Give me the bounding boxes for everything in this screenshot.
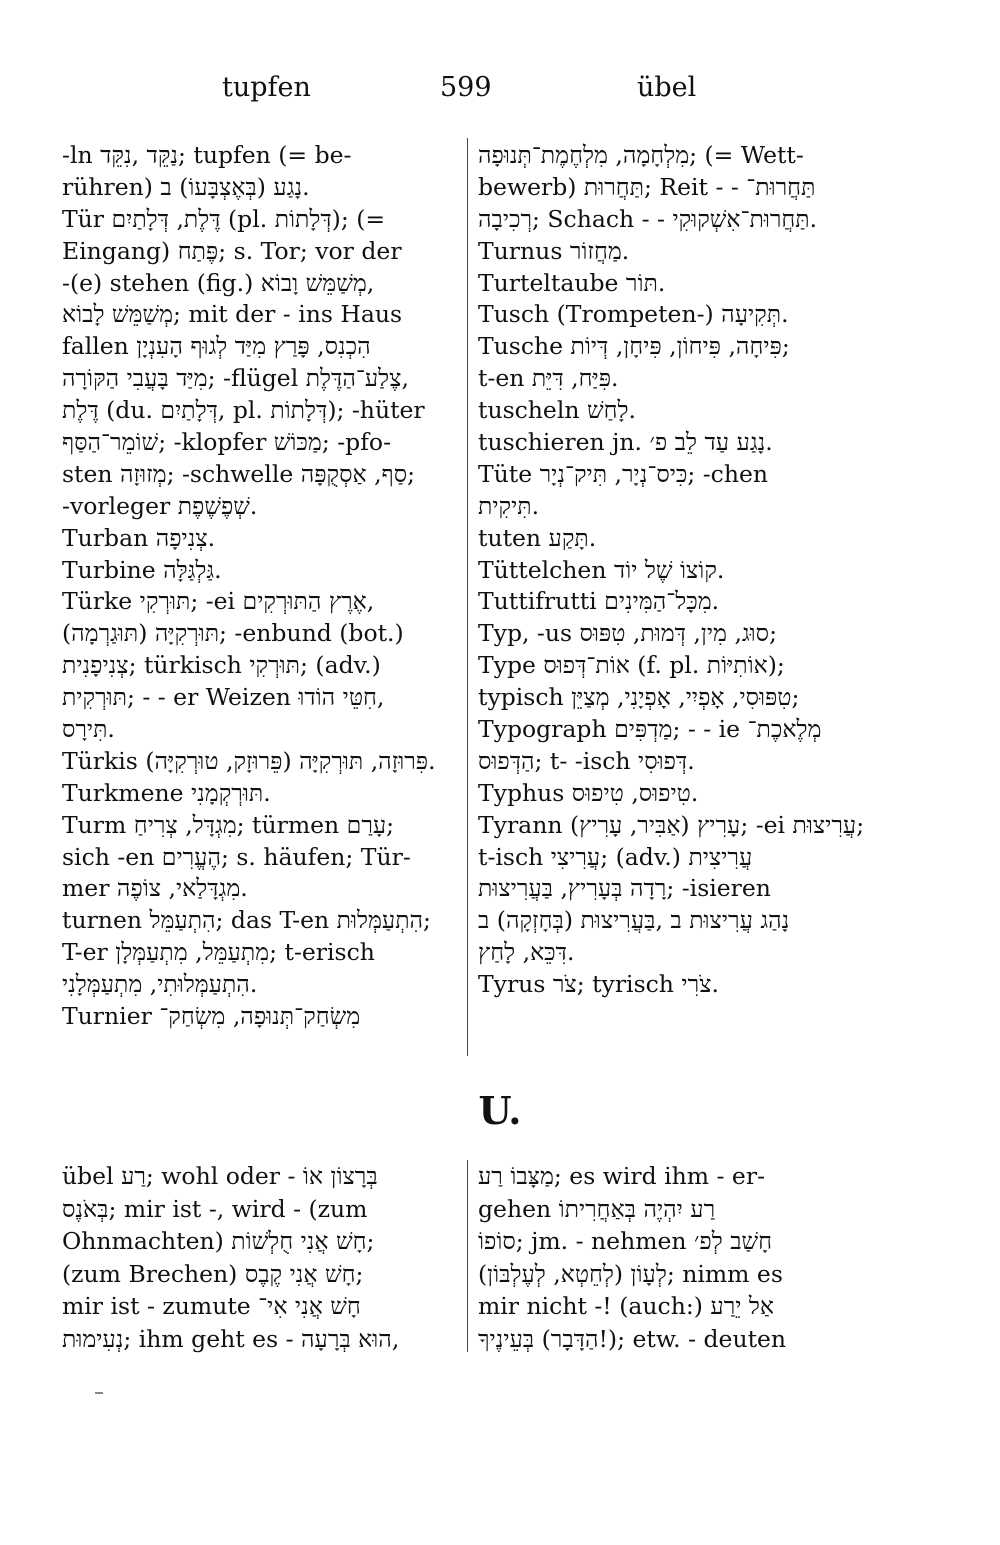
dictionary-line: tuscheln לָחַשׁ. xyxy=(478,396,636,425)
dictionary-line: Turnier מִשְׂחַק־תְּנוּפָה, מִשְׂחַק־ xyxy=(62,1002,361,1031)
dictionary-line: Türke תּוּרְקִי; -ei אֶרֶץ הַתּוּרְקִים, xyxy=(62,587,375,616)
dictionary-line: sich -en הֶעֱרִים; s. häufen; Tür- xyxy=(62,842,411,871)
section-letter: U. xyxy=(478,1088,522,1133)
dictionary-line: übel רַע; wohl oder - בְּרָצוֹן אוֹ xyxy=(62,1162,378,1190)
dictionary-line: סוֹפוֹ; jm. - nehmen חָשַׁב לְפ׳ xyxy=(478,1227,773,1256)
dictionary-line: רָדָה בְּעָרִיץ, בַּעֲרִיצוּת; -isieren xyxy=(478,874,771,903)
dictionary-line: turnen הִתְעַמֵּל; das T-en הִתְעַמְּלוּת; xyxy=(62,906,431,935)
dictionary-line: -(e) stehen (fig.) מְשַׁמֵּשׁ וָבוֹא, xyxy=(62,268,375,297)
dictionary-line: gehen רַע יִהְיֶה בְּאַחֲרִיתוֹ xyxy=(478,1194,716,1223)
dictionary-line: Tyrann עָרִיץ (אַבִּיר, עָרִיץ); -ei עֲרִיצוּת; xyxy=(478,810,865,839)
dictionary-line: Turban צְנִיפָה. xyxy=(62,523,216,552)
dictionary-line: Typhus טִיפוּס, טִיפוּס. xyxy=(478,778,699,807)
dictionary-line: צְנִיפָנִית; türkisch תּוּרְקִי; (adv.) xyxy=(62,651,381,680)
dictionary-line: Typ, -us סוּג, מִין, דְּמוּת, טִפּוּס; xyxy=(478,619,777,648)
header-right-guideword: übel xyxy=(637,72,697,103)
dictionary-line: mir nicht -! (auch:) אַל יֵרַע xyxy=(478,1292,774,1321)
lower-left-column xyxy=(62,1160,467,1356)
dictionary-line: fallen הִכְנִס, פָּרַץ מִיַּד לְגוּף הָעִנְיָן xyxy=(62,332,371,361)
dictionary-line: Tusche פִּיחָה, פִּיחוֹן, פִּיחָן, דְּיוֹת; xyxy=(478,332,790,361)
dictionary-line: תּוּרְקִיָּה (תּוּגַרְמָה); -enbund (bot.) xyxy=(62,619,404,648)
dictionary-line: -vorleger שְׁפֶשֶׁפֶת. xyxy=(62,491,258,520)
dictionary-line: מְשַׁמֵּשׁ לָבוֹא; mit der - ins Haus xyxy=(62,300,403,329)
lower-right-column xyxy=(478,1160,883,1356)
column-divider-upper xyxy=(467,138,468,1056)
dictionary-line: הַדְּפוּס; t- -isch דְּפוּסִי. xyxy=(478,746,695,775)
dictionary-line: Türkis פִּרוּזָה, תּוּרְקִיָּה (פֵּרוּזָק, טוּרְקִיָּה). xyxy=(62,746,436,775)
dictionary-line: רְכִיבָה; Schach - - תַּחֲרוּת־אִשְׁקוּקִי. xyxy=(478,204,818,233)
dictionary-line: Tusch (Trompeten-) תְּקִיעָה. xyxy=(478,300,789,329)
dictionary-line: (zum Brechen) חָשׁ אֲנִי קֶבֶס; xyxy=(62,1259,364,1288)
dictionary-line: תִּיקִית. xyxy=(478,491,540,520)
dictionary-line: tuschieren jn. נָגַע עַד לֵב פ׳. xyxy=(478,428,773,457)
dictionary-line: sten מְזוּזָה; -schwelle סַף, אַסְקֻפָּה; xyxy=(62,459,415,488)
dictionary-line: Turbine גַּלְגַּלָּה. xyxy=(62,555,222,584)
margin-mark xyxy=(95,1392,103,1394)
dictionary-line: נָהַג עֲרִיצוּת ב ,בַּעֲרִיצוּת (בְּחָזְקָה) ב xyxy=(478,906,790,935)
dictionary-line: דִּכֵּא, לָחַץ. xyxy=(478,938,575,967)
dictionary-line: Turm מִגְדָּל, צְרִיחַ; türmen עָרַם; xyxy=(62,810,395,839)
dictionary-line: rühren) נָגַע (בְּאֶצְבָּעוֹ) ב. xyxy=(62,172,310,201)
dictionary-line: T-er מִתְעַמֵּל, מִתְעַמְּלָן; t-erisch xyxy=(62,938,375,967)
dictionary-line: הַדָּבָר) בְּעֵינֶיךָ!); etw. - deuten xyxy=(478,1324,787,1353)
dictionary-line: Turteltaube תּוֹר. xyxy=(478,268,666,297)
dictionary-line: הִתְעַמְּלוּתִי, מִתְעַמְּלָנִי. xyxy=(62,970,258,999)
page-number: 599 xyxy=(440,72,492,103)
dictionary-line: Turkmene תּוּרְקְמָנִי. xyxy=(62,778,271,807)
dictionary-line: דֶּלֶת (du. דְּלָתַיִם, pl. דְּלָתוֹת); -hüter xyxy=(62,396,425,425)
dictionary-line: typisch טִפּוּסִי, אָפְיִי, אָפְיָנִי, מְצַיֵּן; xyxy=(478,683,800,712)
dictionary-line: mer מִגְדָּלַאי, צוֹפֶה. xyxy=(62,874,248,903)
dictionary-line: -ln נַקֵּד ,נִקֵּד; tupfen (= be- xyxy=(62,141,352,169)
upper-left-column xyxy=(62,140,467,1033)
dictionary-line: לְעָוֹן (לְחֵטְא, לְעֶלְבּוֹן); nimm es xyxy=(478,1259,783,1288)
dictionary-line: תּוּרְקִית; - - er Weizen חִטֵּי הוֹדוּ, xyxy=(62,683,385,712)
dictionary-line: Typograph מַדְפִּים; - - ie מְלֶאכֶת־ xyxy=(478,715,822,744)
dictionary-line: Tüttelchen קוֹצוֹ שֶׁל יוֹד. xyxy=(478,555,725,584)
dictionary-line: Tyrus צֹר; tyrisch צֹרִי. xyxy=(478,970,719,999)
running-header xyxy=(0,72,1000,112)
dictionary-line: תִּירָס. xyxy=(62,715,115,744)
dictionary-line: Tür דֶּלֶת, דְּלָתַיִם (pl. דְּלָתוֹת); (= xyxy=(62,204,386,233)
dictionary-line: מִיַּד בָּעֲבִי הַקּוֹרָה; -flügel צֶלַע־הַדֶּלֶת, xyxy=(62,364,409,393)
dictionary-line: t-isch עֲרִיצִי; (adv.) עֲרִיצִית xyxy=(478,842,753,871)
dictionary-line: מִלְחָמָה, מִלְחֶמֶת־תְּנוּפָה; (= Wett- xyxy=(478,141,804,169)
column-divider-lower xyxy=(467,1160,468,1352)
header-left-guideword: tupfen xyxy=(222,72,311,103)
dictionary-line: t-en פִּיַּח, דִּיֵּת. xyxy=(478,364,619,393)
dictionary-line: שׁוֹמֵר־הַסַּף; -klopfer מַכּוֹשׁ; -pfo- xyxy=(62,428,392,457)
upper-right-column xyxy=(478,140,883,1001)
dictionary-line: Turnus מַחֲזוֹר. xyxy=(478,236,630,265)
dictionary-line: מַצָּבוֹ רַע; es wird ihm - er- xyxy=(478,1162,766,1190)
dictionary-line: Type אוֹת־דְּפוּס (f. pl. אוֹתִיּוֹת); xyxy=(478,651,785,680)
dictionary-line: Ohnmachten) חָשׁ אֲנִי חֻלְשׁוֹת; xyxy=(62,1227,375,1256)
dictionary-line: mir ist - zumute חָשׁ אֲנִי אִי־ xyxy=(62,1292,361,1321)
dictionary-line: Tuttifrutti מִכָּל־הַמִּינִים. xyxy=(478,587,720,616)
dictionary-line: נְעִימוּת; ihm geht es - הוּא בְּרָעָה, xyxy=(62,1324,400,1353)
dictionary-line: Eingang) פֶּתַח; s. Tor; vor der xyxy=(62,236,402,265)
dictionary-line: Tüte כִּיס־נְיָר, תִּיק־נְיָר; -chen xyxy=(478,459,769,488)
dictionary-line: בְּאֹנֶס; mir ist -, wird - (zum xyxy=(62,1194,368,1223)
dictionary-line: bewerb) תַּחֲרוּת; Reit - - תַּחֲרוּת־ xyxy=(478,172,816,201)
dictionary-line: tuten תָּקַע. xyxy=(478,523,597,552)
